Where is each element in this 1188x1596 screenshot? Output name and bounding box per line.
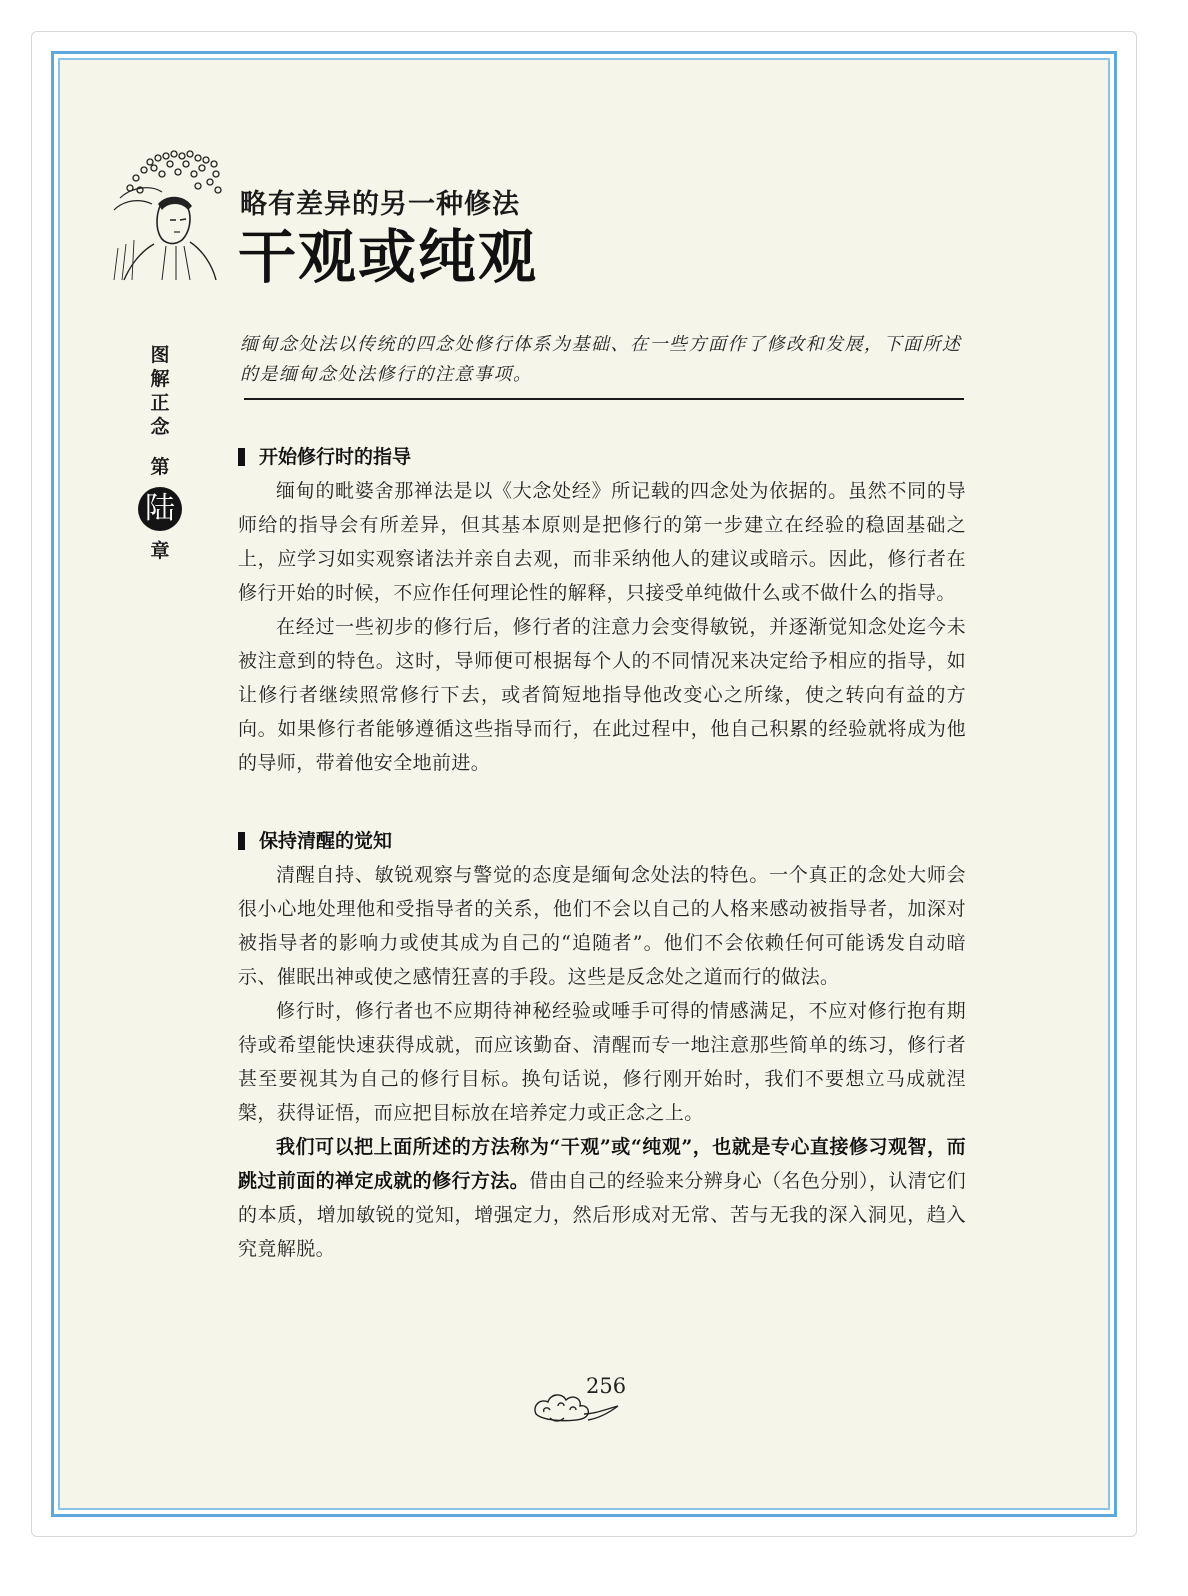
paragraph: 清醒自持、敏锐观察与警觉的态度是缅甸念处法的特色。一个真正的念处大师会很小心地处理他和受指导者的关系，他们不会以自己的人格来感动被指导者，加深对被指导者的影响力或使其成为自己的“追随者”。他们不会依赖任何可能诱发自动暗示、催眠出神或使之感情狂喜的手段。这些是反念处之道而行的做法。 xyxy=(238,864,966,988)
page-number: 256 xyxy=(586,1374,627,1398)
paragraph: 缅甸的毗婆舍那禅法是以《大念处经》所记载的四念处为依据的。虽然不同的导师给的指导会有所差异，但其基本原则是把修行的第一步建立在经验的稳固基础之上，应学习如实观察诸法并亲自去观，而非采纳他人的建议或暗示。因此，修行者在修行开始的时候，不应作任何理论性的解释，只接受单纯做什么或不做什么的指导。 xyxy=(238,480,966,604)
section-awareness xyxy=(238,826,966,1266)
section-heading xyxy=(238,442,966,472)
paragraph: 修行时，修行者也不应期待神秘经验或唾手可得的情感满足，不应对修行抱有期待或希望能快速获得成就，而应该勤奋、清醒而专一地注意那些简单的练习，修行者甚至要视其为自己的修行目标。换句话说，修行刚开始时，我们不要想立马成就涅槃，获得证悟，而应把目标放在培养定力或正念之上。 xyxy=(238,1000,966,1124)
chapter-number-badge: 陆 xyxy=(138,487,182,531)
page-title: 干观或纯观 xyxy=(238,223,539,291)
chapter-suffix: 章 xyxy=(150,540,170,562)
intro-divider xyxy=(244,398,964,400)
section-heading xyxy=(238,826,966,856)
closing-bold-text: 我们可以把上面所述的方法称为“干观”或“纯观”，也就是专心直接修习观智，而跳过前面的禅定成就的修行方法。 xyxy=(238,1136,966,1192)
side-chapter-label xyxy=(138,343,182,563)
book-title-vertical: 图解正念 xyxy=(150,344,170,438)
closing-paragraph xyxy=(238,1130,966,1266)
section-heading-text: 开始修行时的指导 xyxy=(259,446,412,468)
heading-marker-icon xyxy=(238,832,245,850)
paragraph: 在经过一些初步的修行后，修行者的注意力会变得敏锐，并逐渐觉知念处迄今未被注意到的特色。这时，导师便可根据每个人的不同情况来决定给予相应的指导，如让修行者继续照常修行下去，或者简短地指导他改变心之所缘，使之转向有益的方向。如果修行者能够遵循这些指导而行，在此过程中，他自己积累的经验就将成为他的导师，带着他安全地前进。 xyxy=(238,616,966,774)
sage-illustration-icon xyxy=(110,148,225,283)
section-heading-text: 保持清醒的觉知 xyxy=(259,830,393,852)
chapter-prefix: 第 xyxy=(150,456,170,478)
heading-marker-icon xyxy=(238,448,245,466)
intro-text: 缅甸念处法以传统的四念处修行体系为基础、在一些方面作了修改和发展，下面所述的是缅甸念处法修行的注意事项。 xyxy=(240,334,962,385)
closing-text: 借由自己的经验来分辨身心（名色分别），认清它们的本质，增加敏锐的觉知，增强定力，然后形成对无常、苦与无我的深入洞见，趋入究竟解脱。 xyxy=(238,1170,966,1260)
section-guidance xyxy=(238,442,966,780)
section-subtitle: 略有差异的另一种修法 xyxy=(240,189,520,220)
